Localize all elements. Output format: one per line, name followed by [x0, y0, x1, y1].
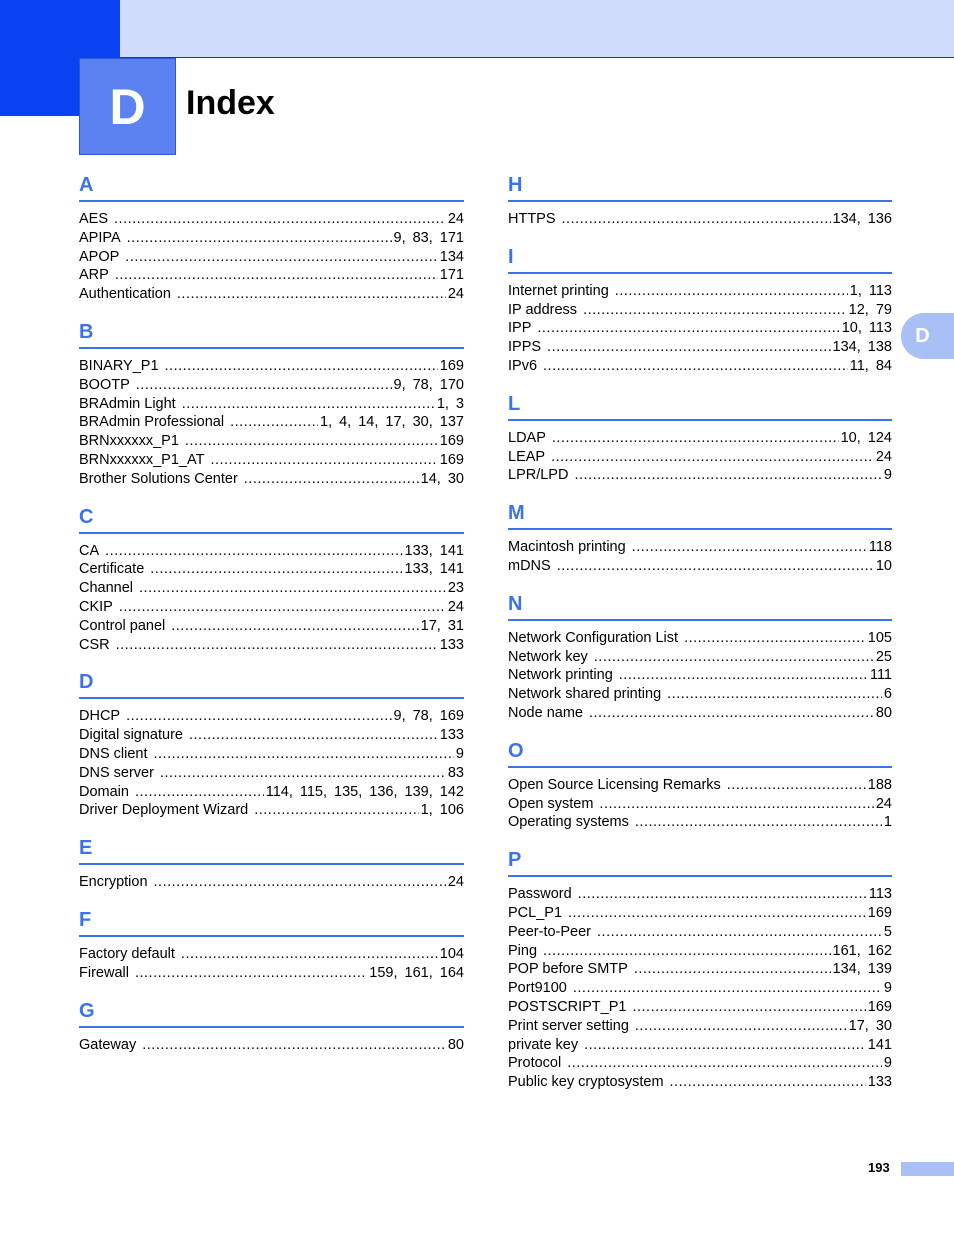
index-entry[interactable]	[79, 210, 464, 229]
index-entry[interactable]	[79, 801, 464, 820]
section-letter: E	[79, 833, 464, 865]
entry-pages[interactable]: 80	[447, 1036, 464, 1053]
entry-pages[interactable]: 1, 4, 14, 17, 30, 137	[320, 414, 464, 431]
dot-leader	[189, 726, 438, 745]
index-entry[interactable]	[79, 873, 464, 892]
section-letter: A	[79, 170, 464, 202]
entry-term: LDAP	[508, 429, 546, 446]
dot-leader	[182, 395, 435, 414]
entry-term: CA	[79, 542, 100, 559]
entry-pages[interactable]: 159, 161, 164	[369, 964, 464, 981]
dot-leader	[567, 1054, 882, 1073]
entry-pages[interactable]: 24	[447, 286, 464, 303]
dot-leader	[125, 248, 438, 267]
dot-leader	[171, 617, 418, 636]
index-entry[interactable]	[79, 266, 464, 285]
index-section-d	[79, 667, 464, 820]
entry-pages[interactable]: 134	[439, 248, 464, 265]
index-section-i	[508, 242, 892, 376]
section-letter: L	[508, 389, 892, 421]
index-entry[interactable]	[508, 338, 892, 357]
page-title: Index	[186, 84, 275, 122]
entry-term: Macintosh printing	[508, 539, 626, 556]
dot-leader	[667, 685, 882, 704]
entry-pages[interactable]: 1, 106	[420, 802, 464, 819]
entry-pages[interactable]: 169	[867, 904, 892, 921]
section-letter: P	[508, 845, 892, 877]
entry-pages[interactable]: 9, 83, 171	[393, 229, 464, 246]
index-entry[interactable]	[79, 707, 464, 726]
page-number: 193	[868, 1160, 890, 1175]
index-entry[interactable]	[508, 942, 892, 961]
entry-term: Firewall	[79, 964, 129, 981]
index-section-l	[508, 389, 892, 485]
entry-term: PCL_P1	[508, 904, 563, 921]
entry-term: IPP	[508, 320, 532, 337]
section-letter: F	[79, 905, 464, 937]
index-section-h	[508, 170, 892, 229]
entry-term: Internet printing	[508, 282, 609, 299]
entry-term: LPR/LPD	[508, 467, 569, 484]
entry-pages[interactable]: 133	[439, 636, 464, 653]
dot-leader	[568, 904, 866, 923]
entry-term: Ping	[508, 942, 538, 959]
entry-term: Open system	[508, 795, 594, 812]
entry-pages[interactable]: 169	[439, 433, 464, 450]
dot-leader	[142, 1036, 446, 1055]
index-entry[interactable]	[508, 1054, 892, 1073]
dot-leader	[599, 795, 873, 814]
entry-term: APIPA	[79, 229, 121, 246]
index-section-p	[508, 845, 892, 1092]
entry-term: Network shared printing	[508, 686, 662, 703]
index-entry[interactable]	[508, 960, 892, 979]
index-entry[interactable]	[508, 795, 892, 814]
dot-leader	[635, 1017, 847, 1036]
entry-pages[interactable]: 11, 84	[849, 357, 892, 374]
dot-leader	[185, 432, 438, 451]
page-number-bar	[901, 1162, 954, 1176]
dot-leader	[634, 960, 831, 979]
index-entry[interactable]	[508, 776, 892, 795]
entry-pages[interactable]: 134, 136	[832, 211, 892, 227]
dot-leader	[584, 1036, 866, 1055]
index-entry[interactable]	[508, 557, 892, 576]
entry-term: Network Configuration List	[508, 629, 679, 646]
index-entry[interactable]	[508, 979, 892, 998]
dot-leader	[136, 376, 392, 395]
dot-leader	[583, 301, 847, 320]
dot-leader	[177, 285, 446, 304]
index-entry[interactable]	[508, 885, 892, 904]
index-entry[interactable]	[79, 726, 464, 745]
entry-term: Authentication	[79, 286, 171, 303]
dot-leader	[562, 210, 831, 229]
entry-pages[interactable]: 188	[867, 776, 892, 793]
index-entry[interactable]	[79, 1036, 464, 1055]
entry-pages[interactable]: 6	[883, 686, 892, 703]
index-entry[interactable]	[508, 648, 892, 667]
entry-term: ARP	[79, 267, 109, 284]
entry-pages[interactable]: 24	[447, 874, 464, 891]
entry-term: Factory default	[79, 945, 175, 962]
entry-term: DNS client	[79, 745, 148, 762]
index-entry[interactable]	[508, 813, 892, 832]
dot-leader	[119, 598, 446, 617]
entry-term: Channel	[79, 580, 134, 597]
dot-leader	[135, 783, 264, 802]
dot-leader	[116, 636, 438, 655]
entry-pages[interactable]: 17, 30	[848, 1017, 892, 1034]
index-column-right	[508, 170, 892, 1105]
index-entry[interactable]	[508, 666, 892, 685]
dot-leader	[635, 813, 882, 832]
dot-leader	[150, 560, 402, 579]
dot-leader	[105, 542, 402, 561]
index-entry[interactable]	[79, 617, 464, 636]
entry-term: Open Source Licensing Remarks	[508, 776, 721, 793]
entry-pages[interactable]: 133	[439, 727, 464, 744]
entry-term: POP before SMTP	[508, 961, 628, 978]
index-entry[interactable]	[79, 764, 464, 783]
dot-leader	[632, 998, 865, 1017]
entry-pages[interactable]: 104	[439, 945, 464, 962]
index-entry[interactable]	[79, 470, 464, 489]
entry-term: HTTPS	[508, 211, 556, 227]
entry-term: BRNxxxxxx_P1_AT	[79, 451, 205, 468]
dot-leader	[154, 873, 446, 892]
entry-term: AES	[79, 211, 109, 227]
entry-term: private key	[508, 1036, 579, 1053]
index-entry[interactable]	[79, 285, 464, 304]
index-section-o	[508, 736, 892, 832]
index-column-left	[79, 170, 464, 1067]
index-entry[interactable]	[508, 357, 892, 376]
index-entry[interactable]	[79, 560, 464, 579]
index-entry[interactable]	[508, 1036, 892, 1055]
dot-leader	[557, 557, 874, 576]
index-entry[interactable]	[508, 301, 892, 320]
entry-term: Driver Deployment Wizard	[79, 802, 249, 819]
section-letter: M	[508, 498, 892, 530]
entry-term: BINARY_P1	[79, 357, 159, 374]
index-section-f	[79, 905, 464, 983]
index-entry[interactable]	[508, 1073, 892, 1092]
entry-pages[interactable]: 133, 141	[404, 542, 464, 559]
entry-term: BRAdmin Light	[79, 395, 176, 412]
entry-term: DHCP	[79, 708, 121, 725]
entry-term: BOOTP	[79, 376, 130, 393]
entry-pages[interactable]: 10, 124	[840, 429, 892, 446]
entry-pages[interactable]: 111	[869, 667, 892, 684]
entry-pages[interactable]: 171	[439, 267, 464, 284]
dot-leader	[574, 466, 881, 485]
entry-pages[interactable]: 169	[439, 357, 464, 374]
entry-term: Domain	[79, 783, 129, 800]
dot-leader	[547, 338, 831, 357]
index-section-m	[508, 498, 892, 576]
dot-leader	[670, 1073, 866, 1092]
index-entry[interactable]	[79, 248, 464, 267]
dot-leader	[160, 764, 446, 783]
entry-pages[interactable]: 24	[447, 211, 464, 227]
entry-pages[interactable]: 9, 78, 169	[393, 708, 464, 725]
entry-pages[interactable]: 9, 78, 170	[393, 376, 464, 393]
entry-pages[interactable]: 10, 113	[841, 320, 892, 337]
entry-term: Gateway	[79, 1036, 137, 1053]
index-entry[interactable]	[79, 945, 464, 964]
index-entry[interactable]	[79, 542, 464, 561]
index-section-b	[79, 317, 464, 489]
index-entry[interactable]	[79, 357, 464, 376]
dot-leader	[684, 629, 866, 648]
entry-term: BRAdmin Professional	[79, 414, 225, 431]
entry-pages[interactable]: 133	[867, 1074, 892, 1091]
entry-pages[interactable]: 9	[883, 467, 892, 484]
dot-leader	[139, 579, 446, 598]
entry-pages[interactable]: 24	[875, 448, 892, 465]
index-entry[interactable]	[508, 538, 892, 557]
entry-term: Public key cryptosystem	[508, 1074, 664, 1091]
entry-term: BRNxxxxxx_P1	[79, 433, 179, 450]
side-tab-letter: D	[915, 324, 930, 347]
entry-pages[interactable]: 1	[883, 814, 892, 831]
index-entry[interactable]	[79, 432, 464, 451]
chapter-letter: D	[109, 78, 146, 135]
index-entry[interactable]	[79, 579, 464, 598]
entry-term: Password	[508, 886, 572, 903]
index-entry[interactable]	[508, 319, 892, 338]
index-entry[interactable]	[79, 636, 464, 655]
entry-pages[interactable]: 169	[439, 451, 464, 468]
entry-term: Protocol	[508, 1055, 562, 1072]
dot-leader	[727, 776, 866, 795]
index-entry[interactable]	[79, 783, 464, 802]
entry-pages[interactable]: 5	[883, 923, 892, 940]
index-section-e	[79, 833, 464, 892]
index-entry[interactable]	[79, 413, 464, 432]
dot-leader	[114, 210, 446, 229]
entry-pages[interactable]: 141	[867, 1036, 892, 1053]
index-section-g	[79, 996, 464, 1055]
dot-leader	[543, 942, 831, 961]
index-entry[interactable]	[508, 1017, 892, 1036]
index-section-n	[508, 589, 892, 723]
entry-pages[interactable]: 9	[455, 745, 464, 762]
index-section-a	[79, 170, 464, 304]
index-entry[interactable]	[79, 598, 464, 617]
entry-pages[interactable]: 1, 113	[849, 282, 892, 299]
entry-pages[interactable]: 118	[868, 539, 892, 556]
entry-pages[interactable]: 24	[875, 795, 892, 812]
entry-pages[interactable]: 134, 139	[832, 961, 892, 978]
entry-pages[interactable]: 80	[875, 704, 892, 721]
entry-pages[interactable]: 113	[868, 886, 892, 903]
entry-term: POSTSCRIPT_P1	[508, 998, 627, 1015]
entry-term: IPv6	[508, 357, 538, 374]
entry-term: Certificate	[79, 561, 145, 578]
index-entry[interactable]	[79, 964, 464, 983]
entry-term: Peer-to-Peer	[508, 923, 592, 940]
entry-pages[interactable]: 9	[883, 1055, 892, 1072]
index-entry[interactable]	[508, 429, 892, 448]
entry-pages[interactable]: 23	[447, 580, 464, 597]
dot-leader	[115, 266, 438, 285]
index-entry[interactable]	[508, 704, 892, 723]
entry-pages[interactable]: 12, 79	[848, 301, 892, 318]
entry-term: Operating systems	[508, 814, 629, 831]
index-entry[interactable]	[508, 448, 892, 467]
chapter-badge	[79, 58, 176, 155]
entry-term: Encryption	[79, 874, 148, 891]
dot-leader	[615, 282, 848, 301]
entry-term: DNS server	[79, 764, 154, 781]
index-entry[interactable]	[508, 904, 892, 923]
dot-leader	[537, 319, 839, 338]
entry-pages[interactable]: 133, 141	[404, 561, 464, 578]
entry-term: APOP	[79, 248, 120, 265]
entry-pages[interactable]: 105	[867, 629, 892, 646]
entry-pages[interactable]: 10	[875, 557, 892, 574]
index-entry[interactable]	[508, 466, 892, 485]
entry-term: Digital signature	[79, 727, 183, 744]
dot-leader	[254, 801, 418, 820]
index-entry[interactable]	[79, 376, 464, 395]
index-section-c	[79, 502, 464, 655]
entry-term: IPPS	[508, 339, 542, 356]
entry-pages[interactable]: 14, 30	[420, 470, 464, 487]
dot-leader	[552, 429, 839, 448]
section-letter: O	[508, 736, 892, 768]
entry-term: Port9100	[508, 980, 567, 997]
entry-term: LEAP	[508, 448, 546, 465]
index-entry[interactable]	[79, 229, 464, 248]
entry-term: Network printing	[508, 667, 613, 684]
entry-term: Brother Solutions Center	[79, 470, 238, 487]
entry-pages[interactable]: 161, 162	[832, 942, 892, 959]
dot-leader	[589, 704, 874, 723]
dot-leader	[210, 451, 437, 470]
entry-pages[interactable]: 17, 31	[420, 617, 464, 634]
entry-term: CKIP	[79, 598, 113, 615]
entry-term: Node name	[508, 704, 583, 721]
dot-leader	[244, 470, 419, 489]
dot-leader	[551, 448, 874, 467]
dot-leader	[597, 923, 882, 942]
entry-term: Control panel	[79, 617, 166, 634]
entry-pages[interactable]: 114, 115, 135, 136, 139, 142	[265, 783, 464, 800]
dot-leader	[127, 229, 392, 248]
index-entry[interactable]	[508, 685, 892, 704]
dot-leader	[126, 707, 391, 726]
dot-leader	[578, 885, 867, 904]
index-entry[interactable]	[79, 745, 464, 764]
entry-pages[interactable]: 9	[883, 980, 892, 997]
dot-leader	[543, 357, 848, 376]
entry-pages[interactable]: 24	[447, 598, 464, 615]
section-letter: H	[508, 170, 892, 202]
header-band	[120, 0, 954, 58]
entry-term: Print server setting	[508, 1017, 629, 1034]
dot-leader	[165, 357, 438, 376]
section-letter: B	[79, 317, 464, 349]
index-entry[interactable]	[508, 210, 892, 229]
entry-term: IP address	[508, 301, 578, 318]
section-letter: I	[508, 242, 892, 274]
section-letter: N	[508, 589, 892, 621]
dot-leader	[632, 538, 867, 557]
index-entry[interactable]	[79, 451, 464, 470]
entry-pages[interactable]: 83	[447, 764, 464, 781]
index-entry[interactable]	[508, 282, 892, 301]
section-letter: G	[79, 996, 464, 1028]
index-entry[interactable]	[508, 629, 892, 648]
entry-term: Network key	[508, 648, 588, 665]
entry-pages[interactable]: 169	[867, 998, 892, 1015]
chapter-side-tab[interactable]	[901, 313, 954, 359]
section-letter: C	[79, 502, 464, 534]
index-entry[interactable]	[508, 998, 892, 1017]
dot-leader	[154, 745, 454, 764]
dot-leader	[619, 666, 868, 685]
index-entry[interactable]	[508, 923, 892, 942]
entry-pages[interactable]: 134, 138	[832, 339, 892, 356]
dot-leader	[573, 979, 882, 998]
dot-leader	[594, 648, 874, 667]
entry-pages[interactable]: 25	[875, 648, 892, 665]
dot-leader	[230, 413, 318, 432]
entry-term: mDNS	[508, 557, 551, 574]
dot-leader	[135, 964, 367, 983]
entry-term: CSR	[79, 636, 110, 653]
dot-leader	[181, 945, 438, 964]
section-letter: D	[79, 667, 464, 699]
entry-pages[interactable]: 1, 3	[436, 395, 464, 412]
index-entry[interactable]	[79, 395, 464, 414]
